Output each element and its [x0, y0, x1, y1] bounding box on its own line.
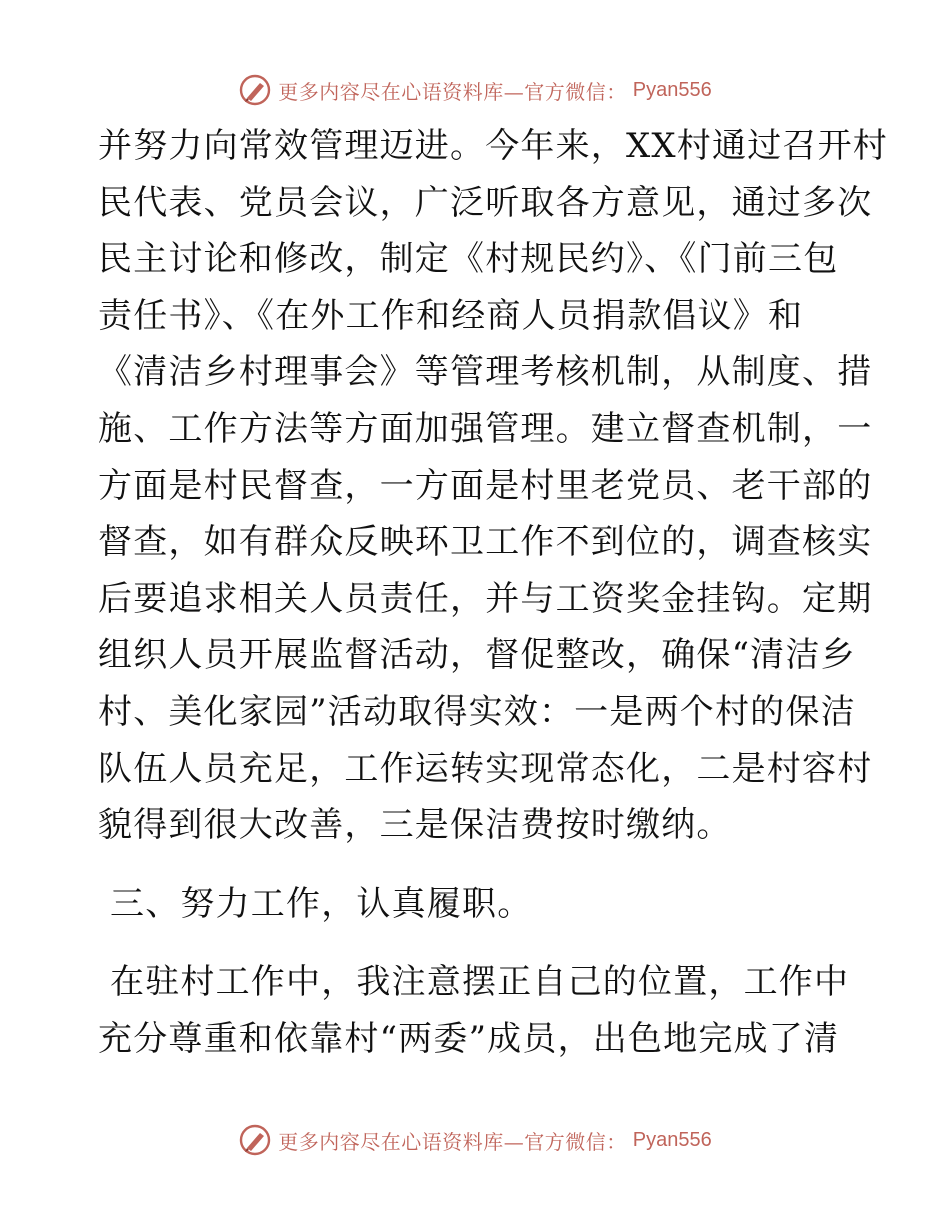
text-line: 督查，如有群众反映环卫工作不到位的，调查核实 — [98, 522, 873, 563]
text-line: 后要追求相关人员责任，并与工资奖金挂钩。定期 — [98, 578, 873, 619]
banner-wechat-id: Pyan556 — [632, 78, 712, 101]
text-line: 并努力向常效管理迈进。今年来，XX村通过召开村 — [98, 126, 889, 166]
paragraph-1 — [98, 118, 889, 854]
text-line: 责任书》、《在外工作和经商人员捐款倡议》和 — [98, 295, 804, 336]
header-banner — [0, 70, 950, 110]
document-body — [98, 118, 889, 1068]
paragraph-2 — [98, 954, 858, 1067]
pen-logo-icon — [238, 73, 272, 107]
text-line: 在驻村工作中，我注意摆正自己的位置，工作中 — [98, 962, 850, 1003]
text-line: 施、工作方法等方面加强管理。建立督查机制，一 — [98, 408, 873, 449]
text-line: 民代表、党员会议，广泛听取各方意见，通过多次 — [98, 182, 873, 223]
footer-banner — [0, 1120, 950, 1160]
banner-text: 更多内容尽在心语资料库—官方微信： — [278, 79, 627, 104]
text-line: 方面是村民督查，一方面是村里老党员、老干部的 — [98, 465, 873, 506]
text-line: 村、美化家园”活动取得实效：一是两个村的保洁 — [98, 691, 856, 732]
pen-logo-icon — [238, 1123, 272, 1157]
text-line: 《清洁乡村理事会》等管理考核机制，从制度、措 — [98, 352, 873, 393]
text-line: 貌得到很大改善，三是保洁费按时缴纳。 — [98, 805, 732, 846]
banner-wechat-id: Pyan556 — [632, 1128, 712, 1151]
text-line: 队伍人员充足，工作运转实现常态化，二是村容村 — [98, 748, 873, 789]
text-line: 组织人员开展监督活动，督促整改，确保“清洁乡 — [98, 635, 856, 676]
text-line: 充分尊重和依靠村“两委”成员，出色地完成了清 — [98, 1018, 840, 1059]
section-heading: 三、努力工作，认真履职。 — [110, 883, 533, 924]
banner-text: 更多内容尽在心语资料库—官方微信： — [278, 1129, 627, 1154]
text-line: 民主讨论和修改，制定《村规民约》、《门前三包 — [98, 239, 839, 280]
